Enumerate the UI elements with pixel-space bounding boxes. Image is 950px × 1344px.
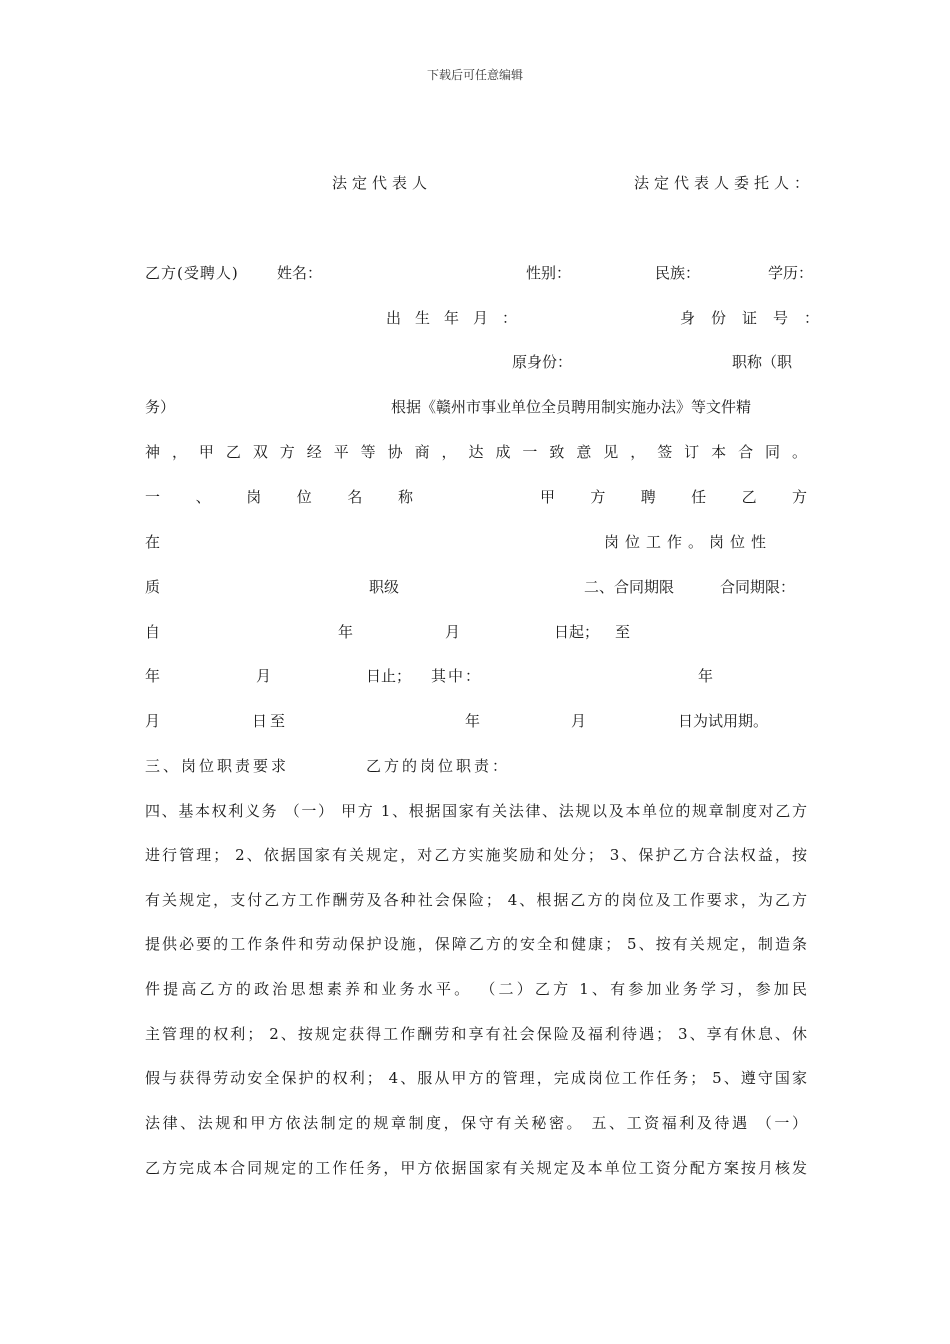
legal-rep-label: 法定代表人 xyxy=(332,174,433,192)
char: 甲 xyxy=(540,488,556,506)
intro-text: 根据《赣州市事业单位全员聘用制实施办法》等文件精 xyxy=(391,398,752,416)
level-label: 职级 xyxy=(369,578,400,596)
probation-label: 日为试用期。 xyxy=(678,712,769,730)
name-label: 姓名： xyxy=(277,264,323,282)
section3-heading: 三、岗位职责要求 xyxy=(145,757,290,775)
legal-rep-delegate-label: 法定代表人委托人： xyxy=(634,174,815,192)
paragraph-line: 主管理的权利； 2、按规定获得工作酬劳和享有社会保险及福利待遇； 3、享有休息、休 xyxy=(145,1025,807,1043)
paragraph-line: 法律、法规和甲方依法制定的规章制度，保守有关秘密。 五、工资福利及待遇 （一） xyxy=(145,1114,807,1132)
month-label: 月 xyxy=(256,667,272,685)
char: 名 xyxy=(347,488,363,506)
paragraph-line: 件提高乙方的政治思想素养和业务水平。 （二）乙方 1、有参加业务学习，参加民 xyxy=(145,980,807,998)
year-label: 年 xyxy=(465,712,481,730)
day-from-label: 日起； xyxy=(554,623,600,641)
char: 聘 xyxy=(640,488,656,506)
char: 、 xyxy=(195,488,211,506)
intro-text-cont: 神，甲乙双方经平等协商，达成一致意见，签订本合同。 xyxy=(145,443,807,461)
char: 任 xyxy=(691,488,707,506)
char: 位 xyxy=(296,488,312,506)
duty-label: 乙方的岗位职责： xyxy=(366,757,511,775)
among-label: 其中： xyxy=(431,667,483,685)
nature-label: 质 xyxy=(145,578,161,596)
title-label-cont: 务） xyxy=(145,398,176,416)
year-label: 年 xyxy=(698,667,714,685)
char: 称 xyxy=(397,488,413,506)
term-label: 合同期限： xyxy=(720,578,796,596)
year-label: 年 xyxy=(338,623,354,641)
gender-label: 性别： xyxy=(526,264,572,282)
education-label: 学历： xyxy=(768,264,814,282)
original-identity-label: 原身份： xyxy=(512,353,573,371)
paragraph-line: 提供必要的工作条件和劳动保护设施，保障乙方的安全和健康； 5、按有关规定，制造条 xyxy=(145,935,807,953)
char: 方 xyxy=(791,488,807,506)
paragraph-line: 有关规定，支付乙方工作酬劳及各种社会保险； 4、根据乙方的岗位及工作要求，为乙方 xyxy=(145,891,807,909)
char: 方 xyxy=(590,488,606,506)
section1-heading xyxy=(145,487,413,507)
position-work-label: 岗位工作。岗位性 xyxy=(604,533,773,551)
month-label: 月 xyxy=(571,712,587,730)
title-label: 职称（职 xyxy=(732,353,793,371)
day-until-label: 日至 xyxy=(252,712,289,730)
page-header-note: 下载后可任意编辑 xyxy=(426,68,523,82)
paragraph-line: 进行管理； 2、依据国家有关规定，对乙方实施奖励和处分； 3、保护乙方合法权益，按 xyxy=(145,846,807,864)
section1-appoint xyxy=(540,487,807,507)
month-label: 月 xyxy=(445,623,461,641)
party-b-label: 乙方(受聘人) xyxy=(145,264,239,282)
char: 岗 xyxy=(246,488,262,506)
in-label: 在 xyxy=(145,533,161,551)
day-to-label: 日止； xyxy=(366,667,412,685)
birth-date-label: 出生年月： xyxy=(386,309,532,327)
paragraph-line: 假与获得劳动安全保护的权利； 4、服从甲方的管理，完成岗位工作任务； 5、遵守国家 xyxy=(145,1069,807,1087)
to-label: 至 xyxy=(615,623,631,641)
id-card-label: 身份证号： xyxy=(680,309,836,327)
char: 乙 xyxy=(741,488,757,506)
from-label: 自 xyxy=(145,623,161,641)
year-label: 年 xyxy=(145,667,161,685)
section2-heading: 二、合同期限 xyxy=(584,578,675,596)
ethnicity-label: 民族： xyxy=(655,264,701,282)
paragraph-line: 四、基本权利义务 （一） 甲方 1、根据国家有关法律、法规以及本单位的规章制度对乙方 xyxy=(145,802,807,820)
char: 一 xyxy=(145,488,161,506)
month-label: 月 xyxy=(145,712,161,730)
paragraph-line: 乙方完成本合同规定的工作任务，甲方依据国家有关规定及本单位工资分配方案按月核发 xyxy=(145,1159,807,1177)
